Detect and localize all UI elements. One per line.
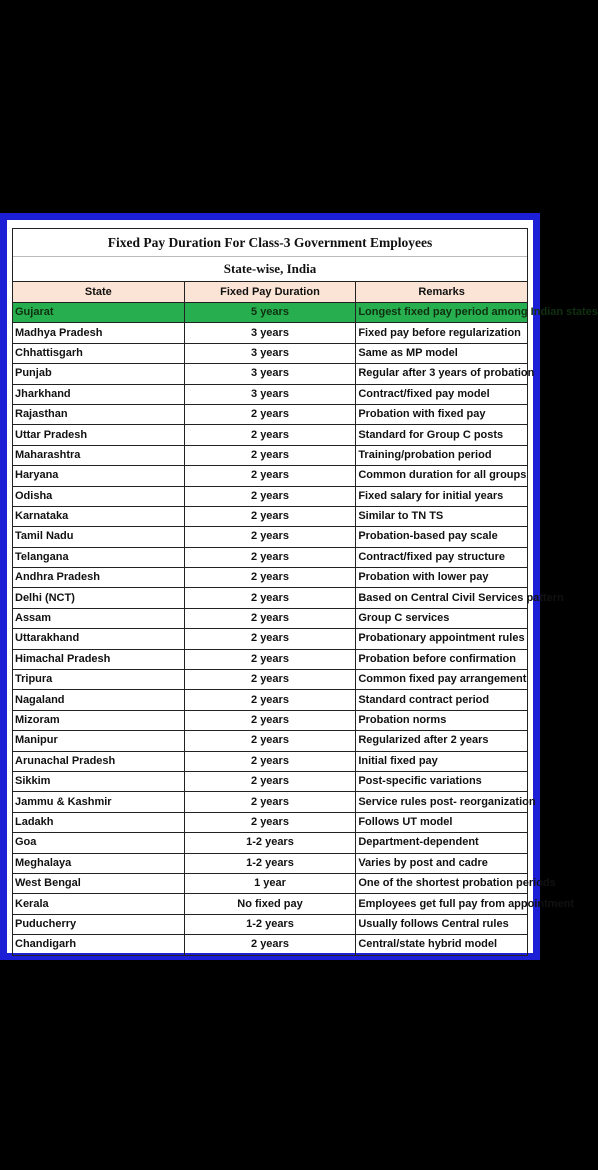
cell-duration: 2 years xyxy=(184,935,356,955)
cell-remarks: Initial fixed pay xyxy=(356,751,528,771)
cell-duration: 2 years xyxy=(184,445,356,465)
table-row xyxy=(13,486,528,506)
cell-remarks: Fixed salary for initial years xyxy=(356,486,528,506)
cell-state: Puducherry xyxy=(13,914,185,934)
cell-duration: 2 years xyxy=(184,404,356,424)
cell-remarks: Based on Central Civil Services pattern xyxy=(356,588,528,608)
cell-state: Haryana xyxy=(13,466,185,486)
cell-remarks: Standard contract period xyxy=(356,690,528,710)
table-row xyxy=(13,343,528,363)
column-header-row xyxy=(13,282,528,303)
table-row xyxy=(13,670,528,690)
table-row xyxy=(13,466,528,486)
cell-state: Manipur xyxy=(13,731,185,751)
cell-duration: 2 years xyxy=(184,547,356,567)
table-row xyxy=(13,629,528,649)
cell-duration: 2 years xyxy=(184,649,356,669)
cell-state: Assam xyxy=(13,608,185,628)
cell-state: Tripura xyxy=(13,670,185,690)
cell-duration: 2 years xyxy=(184,731,356,751)
cell-state: Uttarakhand xyxy=(13,629,185,649)
cell-state: Odisha xyxy=(13,486,185,506)
cell-duration: 2 years xyxy=(184,812,356,832)
cell-remarks: Follows UT model xyxy=(356,812,528,832)
cell-remarks: Contract/fixed pay structure xyxy=(356,547,528,567)
cell-duration: 3 years xyxy=(184,323,356,343)
table-row xyxy=(13,364,528,384)
cell-state: Tamil Nadu xyxy=(13,527,185,547)
cell-state: Maharashtra xyxy=(13,445,185,465)
cell-remarks: Service rules post- reorganization xyxy=(356,792,528,812)
cell-remarks: Common duration for all groups xyxy=(356,466,528,486)
cell-state: Telangana xyxy=(13,547,185,567)
table-row xyxy=(13,751,528,771)
cell-state: Jammu & Kashmir xyxy=(13,792,185,812)
cell-duration: 2 years xyxy=(184,710,356,730)
table-row xyxy=(13,445,528,465)
cell-state: Madhya Pradesh xyxy=(13,323,185,343)
cell-state: Chandigarh xyxy=(13,935,185,955)
table-row xyxy=(13,404,528,424)
table-subtitle: State-wise, India xyxy=(13,257,528,282)
cell-duration: 2 years xyxy=(184,771,356,791)
cell-duration: 2 years xyxy=(184,527,356,547)
table-row xyxy=(13,588,528,608)
table-row xyxy=(13,771,528,791)
cell-duration: 5 years xyxy=(184,303,356,323)
cell-remarks: Central/state hybrid model xyxy=(356,935,528,955)
cell-remarks: Contract/fixed pay model xyxy=(356,384,528,404)
cell-remarks: Varies by post and cadre xyxy=(356,853,528,873)
cell-remarks: Post-specific variations xyxy=(356,771,528,791)
table-row xyxy=(13,710,528,730)
table-row xyxy=(13,608,528,628)
cell-remarks: Usually follows Central rules xyxy=(356,914,528,934)
table-row xyxy=(13,425,528,445)
cell-state: Meghalaya xyxy=(13,853,185,873)
table-row xyxy=(13,547,528,567)
cell-duration: 2 years xyxy=(184,608,356,628)
cell-duration: 1-2 years xyxy=(184,833,356,853)
cell-remarks: Regular after 3 years of probation xyxy=(356,364,528,384)
cell-state: Rajasthan xyxy=(13,404,185,424)
cell-duration: 2 years xyxy=(184,792,356,812)
cell-remarks: Standard for Group C posts xyxy=(356,425,528,445)
table-row xyxy=(13,568,528,588)
cell-remarks: Group C services xyxy=(356,608,528,628)
cell-remarks: One of the shortest probation periods xyxy=(356,873,528,893)
cell-duration: 2 years xyxy=(184,425,356,445)
cell-state: Karnataka xyxy=(13,506,185,526)
cell-remarks: Probation with lower pay xyxy=(356,568,528,588)
cell-state: Nagaland xyxy=(13,690,185,710)
cell-state: Himachal Pradesh xyxy=(13,649,185,669)
cell-remarks: Longest fixed pay period among Indian states xyxy=(356,303,528,323)
cell-state: Gujarat xyxy=(13,303,185,323)
cell-remarks: Same as MP model xyxy=(356,343,528,363)
cell-duration: 3 years xyxy=(184,343,356,363)
cell-duration: 2 years xyxy=(184,690,356,710)
screenshot-frame xyxy=(0,213,598,960)
cell-duration: 1-2 years xyxy=(184,914,356,934)
cell-remarks: Fixed pay before regularization xyxy=(356,323,528,343)
cell-duration: 3 years xyxy=(184,384,356,404)
cell-remarks: Employees get full pay from appointment xyxy=(356,894,528,914)
cell-remarks: Training/probation period xyxy=(356,445,528,465)
cell-remarks: Probation with fixed pay xyxy=(356,404,528,424)
table-row xyxy=(13,935,528,955)
cell-state: Chhattisgarh xyxy=(13,343,185,363)
cell-duration: 2 years xyxy=(184,670,356,690)
table-row xyxy=(13,649,528,669)
cell-state: West Bengal xyxy=(13,873,185,893)
column-header-duration: Fixed Pay Duration xyxy=(184,282,356,303)
cell-duration: 2 years xyxy=(184,588,356,608)
cell-remarks: Department-dependent xyxy=(356,833,528,853)
table-row xyxy=(13,873,528,893)
cell-remarks: Probation-based pay scale xyxy=(356,527,528,547)
table-row xyxy=(13,323,528,343)
column-header-state: State xyxy=(13,282,185,303)
cell-state: Punjab xyxy=(13,364,185,384)
cell-duration: 1 year xyxy=(184,873,356,893)
cell-state: Jharkhand xyxy=(13,384,185,404)
cell-duration: 2 years xyxy=(184,466,356,486)
table-title: Fixed Pay Duration For Class-3 Government Employees xyxy=(13,229,528,257)
cell-state: Goa xyxy=(13,833,185,853)
table-row xyxy=(13,792,528,812)
fixed-pay-table xyxy=(12,228,598,956)
cell-state: Delhi (NCT) xyxy=(13,588,185,608)
table-row xyxy=(13,303,528,323)
table-row xyxy=(13,506,528,526)
cell-duration: No fixed pay xyxy=(184,894,356,914)
cell-state: Sikkim xyxy=(13,771,185,791)
table-sheet xyxy=(7,220,598,953)
cell-remarks: Probationary appointment rules xyxy=(356,629,528,649)
cell-remarks: Similar to TN TS xyxy=(356,506,528,526)
table-row xyxy=(13,914,528,934)
table-row xyxy=(13,833,528,853)
cell-duration: 2 years xyxy=(184,568,356,588)
table-row xyxy=(13,527,528,547)
cell-duration: 2 years xyxy=(184,629,356,649)
cell-duration: 1-2 years xyxy=(184,853,356,873)
table-row xyxy=(13,690,528,710)
cell-state: Uttar Pradesh xyxy=(13,425,185,445)
cell-remarks: Probation norms xyxy=(356,710,528,730)
cell-state: Kerala xyxy=(13,894,185,914)
cell-state: Arunachal Pradesh xyxy=(13,751,185,771)
column-header-remarks: Remarks xyxy=(356,282,528,303)
cell-state: Andhra Pradesh xyxy=(13,568,185,588)
cell-remarks: Common fixed pay arrangement xyxy=(356,670,528,690)
cell-remarks: Probation before confirmation xyxy=(356,649,528,669)
cell-state: Mizoram xyxy=(13,710,185,730)
table-row xyxy=(13,853,528,873)
table-row xyxy=(13,812,528,832)
cell-duration: 2 years xyxy=(184,751,356,771)
cell-duration: 2 years xyxy=(184,506,356,526)
cell-remarks: Regularized after 2 years xyxy=(356,731,528,751)
cell-state: Ladakh xyxy=(13,812,185,832)
table-row xyxy=(13,731,528,751)
table-body xyxy=(13,303,598,956)
cell-duration: 3 years xyxy=(184,364,356,384)
table-row xyxy=(13,384,528,404)
table-row xyxy=(13,894,528,914)
cell-duration: 2 years xyxy=(184,486,356,506)
